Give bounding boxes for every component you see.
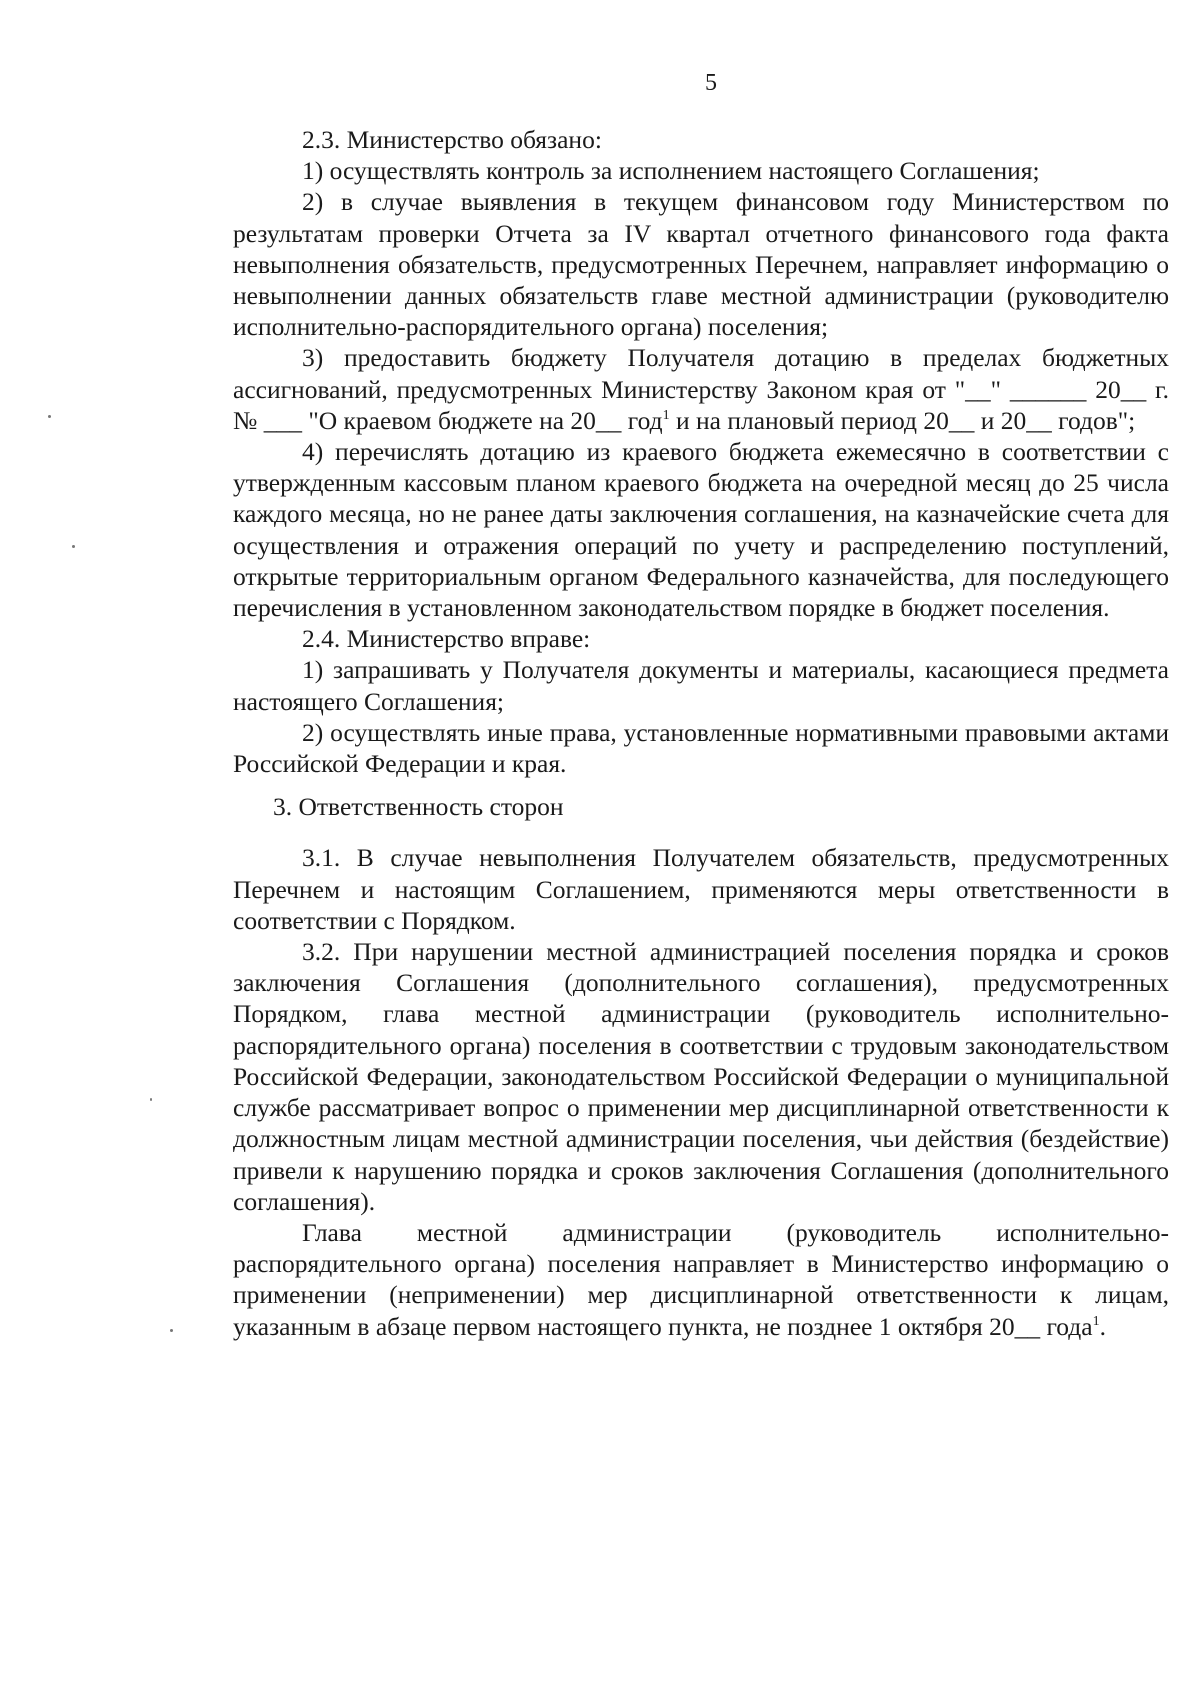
paragraph: 2) в случае выявления в текущем финансовом году Министерством по результатам проверки Отчета за IV квартал отчетного финансового года факта невыполнения обязательств, предусмотренных Перечнем, направляет информацию о невыполнении данных обязательств главе местной администрации (руководителю исполнительно-распорядительного органа) поселения; [233,187,1169,342]
section-title: 3. Ответственность сторон [273,792,564,822]
paragraph: 1) запрашивать у Получателя документы и материалы, касающиеся предмета настоящего Соглашения; [233,655,1169,716]
scan-speck [170,1329,173,1332]
paragraph: 2.3. Министерство обязано: [302,125,602,154]
paragraph: 3.1. В случае невыполнения Получателем обязательств, предусмотренных Перечнем и настоящим Соглашением, применяются меры ответственности в соответствии с Порядком. [233,843,1169,935]
paragraph-text-tail: и на плановый период 20__ и 20__ годов"; [669,405,1136,435]
document-page [233,68,1169,1342]
paragraph-text: 3) предоставить бюджету Получателя дотацию в пределах бюджетных ассигнований, предусмотренных Министерству Законом края от "__" ______ 20__ г. № ___ "О краевом бюджете на 20__ год [233,343,1169,435]
paragraph: 2) осуществлять иные права, установленные нормативными правовыми актами Российской Федерации и края. [233,717,1169,779]
paragraph: 1) осуществлять контроль за исполнением настоящего Соглашения; [302,156,1040,186]
paragraph-text-tail: . [1099,1311,1106,1341]
paragraph [233,1217,1169,1342]
page-number: 5 [705,70,717,96]
paragraph: 4) перечислять дотацию из краевого бюджета ежемесячно в соответствии с утвержденным кассовым планом краевого бюджета на очередной месяц до 25 числа каждого месяца, но не ранее даты заключения соглашения, на казначейские счета для осуществления и отражения операций по учету и распределению поступлений, открытые территориальным органом Федерального казначейства, для последующего перечисления в установленном законодательством порядке в бюджет поселения. [233,437,1169,623]
paragraph: 2.4. Министерство вправе: [302,624,591,654]
paragraph-text: Глава местной администрации (руководитель исполнительно-распорядительного органа) поселения направляет в Министерство информацию о применении (неприменении) мер дисциплинарной ответственности к лицам, указанным в абзаце первом настоящего пункта, не позднее 1 октября 20__ года [233,1217,1169,1341]
scan-speck [72,545,75,548]
scan-speck [150,1098,152,1101]
footnote-mark: 1 [1092,1313,1100,1329]
paragraph [233,342,1169,436]
document-body [233,124,1169,1342]
footnote-mark: 1 [662,407,670,423]
scan-speck [48,415,51,418]
paragraph: 3.2. При нарушении местной администрацией поселения порядка и сроков заключения Соглашения (дополнительного соглашения), предусмотренных Порядком, глава местной администрации (руководитель исполнительно-распорядительного органа) поселения в соответствии с трудовым законодательством Российской Федерации, законодательством Российской Федерации о муниципальной службе рассматривает вопрос о применении мер дисциплинарной ответственности к должностным лицам местной администрации поселения, чьи действия (бездействие) привели к нарушению порядка и сроков заключения Соглашения (дополнительного соглашения). [233,937,1169,1216]
